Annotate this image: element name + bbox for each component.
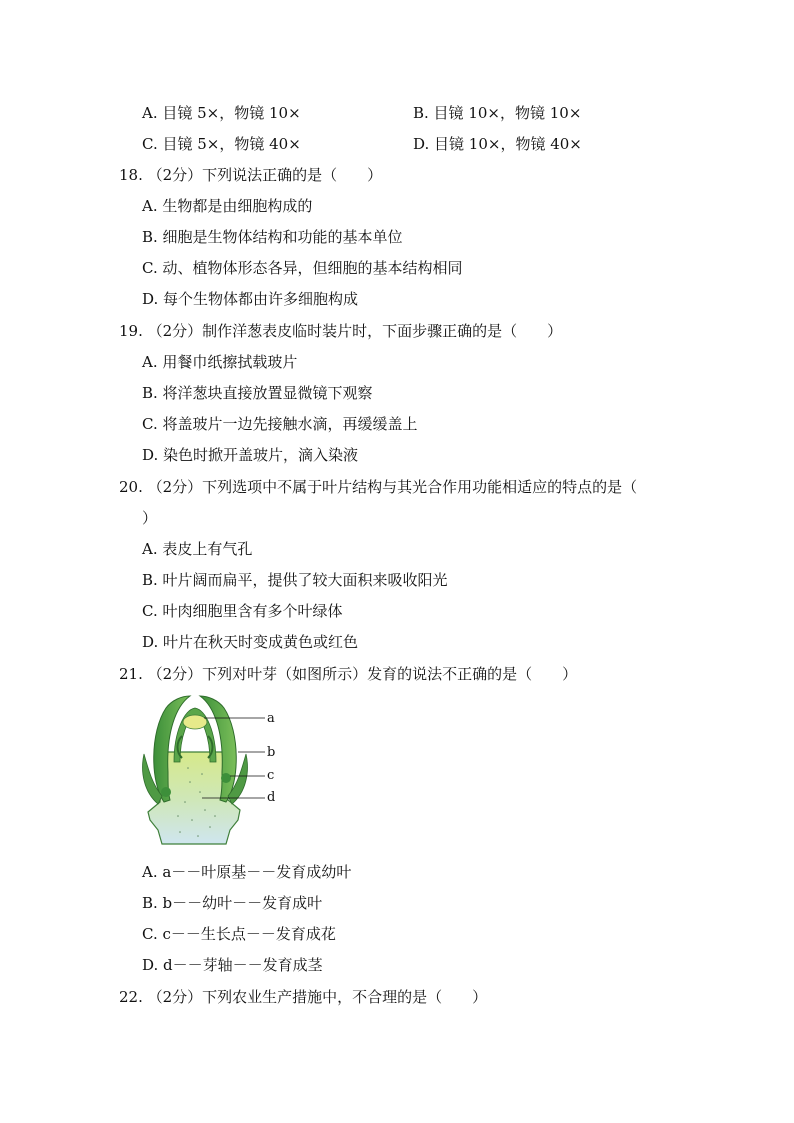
q21-option-d: D. d－－芽轴－－发育成茎: [142, 956, 323, 974]
diagram-label-d: d: [267, 790, 276, 805]
q17-option-a: A. 目镜 5×，物镜 10×: [142, 104, 301, 122]
q19-option-d: D. 染色时掀开盖玻片，滴入染液: [142, 446, 359, 464]
q21-option-c: C. c－－生长点－－发育成花: [142, 925, 336, 943]
leaf-bud-illustration: [130, 692, 290, 850]
q20-stem: 20. （2分）下列选项中不属于叶片结构与其光合作用功能相适应的特点的是（: [119, 478, 638, 496]
q18-option-d: D. 每个生物体都由许多细胞构成: [142, 290, 359, 308]
q20-stem-continued: ）: [142, 509, 158, 527]
q18-option-c: C. 动、植物体形态各异，但细胞的基本结构相同: [142, 259, 463, 277]
q17-option-b: B. 目镜 10×，物镜 10×: [413, 104, 582, 122]
diagram-label-c: c: [267, 768, 275, 783]
lateral-bud-right: [221, 773, 231, 783]
q19-stem: 19. （2分）制作洋葱表皮临时装片时，下面步骤正确的是（ ）: [119, 322, 563, 340]
q20-option-c: C. 叶肉细胞里含有多个叶绿体: [142, 602, 343, 620]
q21-stem: 21. （2分）下列对叶芽（如图所示）发育的说法不正确的是（ ）: [119, 665, 578, 683]
growing-point: [183, 715, 207, 729]
diagram-label-b: b: [267, 745, 276, 760]
q19-option-c: C. 将盖玻片一边先接触水滴，再缓缓盖上: [142, 415, 418, 433]
lateral-bud-left: [161, 787, 171, 797]
q17-option-d: D. 目镜 10×，物镜 40×: [413, 135, 582, 153]
q20-option-b: B. 叶片阔而扁平，提供了较大面积来吸收阳光: [142, 571, 448, 589]
q21-option-b: B. b－－幼叶－－发育成叶: [142, 894, 323, 912]
leaf-bud-diagram: [130, 692, 290, 850]
q20-option-a: A. 表皮上有气孔: [142, 540, 253, 558]
q19-option-a: A. 用餐巾纸擦拭载玻片: [142, 353, 298, 371]
q18-stem: 18. （2分）下列说法正确的是（ ）: [119, 166, 383, 184]
q18-option-a: A. 生物都是由细胞构成的: [142, 197, 313, 215]
diagram-label-a: a: [267, 711, 275, 726]
q18-option-b: B. 细胞是生物体结构和功能的基本单位: [142, 228, 403, 246]
q17-option-c: C. 目镜 5×，物镜 40×: [142, 135, 301, 153]
q21-option-a: A. a－－叶原基－－发育成幼叶: [142, 863, 352, 881]
q19-option-b: B. 将洋葱块直接放置显微镜下观察: [142, 384, 373, 402]
q20-option-d: D. 叶片在秋天时变成黄色或红色: [142, 633, 359, 651]
q22-stem: 22. （2分）下列农业生产措施中，不合理的是（ ）: [119, 988, 488, 1006]
